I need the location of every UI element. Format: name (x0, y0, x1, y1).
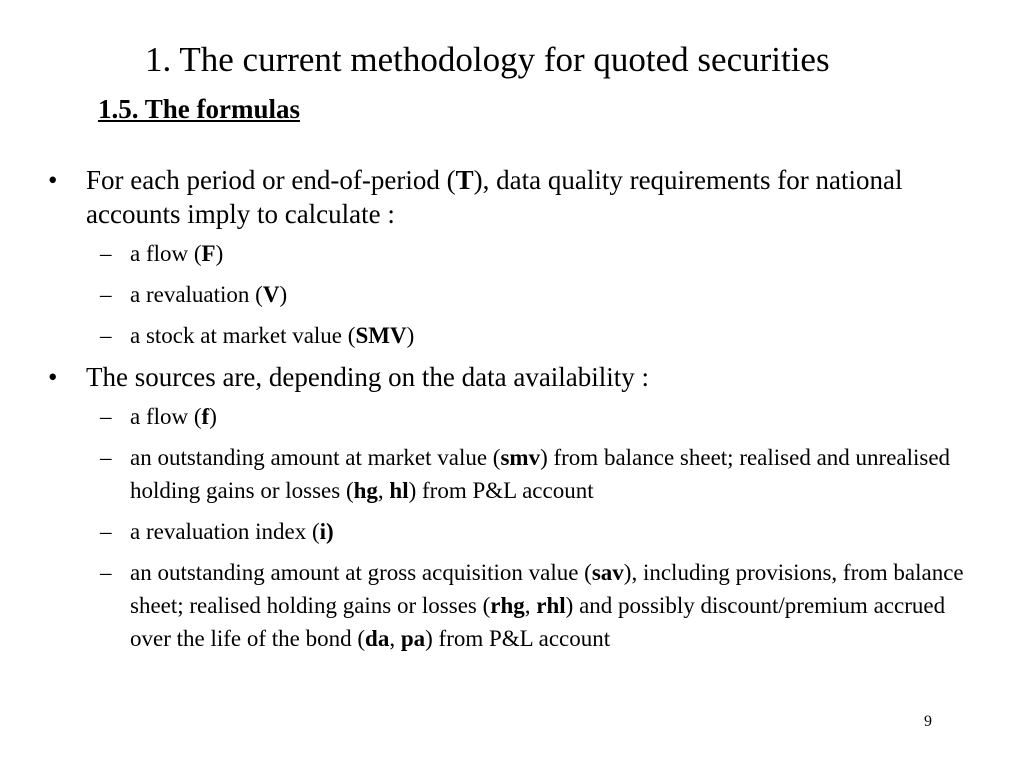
sub-bullet-text: a stock at market value ( (130, 323, 356, 348)
sub-bullet-bold-term: i) (319, 519, 334, 544)
sub-bullet-text: , (389, 626, 401, 651)
bullet-marker: • (48, 362, 58, 392)
sub-bullet-source-flow (48, 400, 978, 433)
sub-bullet-marker: – (100, 323, 112, 348)
sub-bullet-bold-term: rhg (490, 593, 525, 618)
sub-bullet-bold-term: sav (591, 560, 624, 585)
sub-bullet-source-outstanding-market (48, 441, 978, 507)
sub-bullet-marker: – (100, 519, 112, 544)
sub-bullet-text: ) from P&L account (425, 626, 611, 651)
sub-bullet-text: an outstanding amount at gross acquisition value ( (130, 560, 592, 585)
sub-bullet-text: ), including provisions, from balance sheet; realised holding gains or losses ( (130, 560, 964, 618)
sub-bullet-text: a revaluation index ( (130, 519, 320, 544)
bullet-text: For each period or end-of-period ( (86, 165, 456, 195)
page-number: 9 (924, 713, 932, 730)
sub-bullet-text: , (377, 478, 390, 503)
slide-title: 1. The current methodology for quoted securities (145, 40, 830, 79)
sub-bullet-revaluation (48, 278, 978, 311)
sub-bullet-text: a revaluation ( (130, 282, 263, 307)
bullet-bold-term: T (455, 165, 474, 195)
sub-bullet-bold-term: pa (400, 626, 426, 651)
sub-bullet-text: ) (215, 241, 224, 266)
sub-bullet-source-revaluation-index (48, 515, 978, 548)
sub-bullet-bold-term: V (262, 282, 280, 307)
sub-bullet-bold-term: rhl (536, 593, 566, 618)
sub-bullet-text: ) from balance sheet; realised and unrealised holding gains or losses ( (130, 445, 951, 503)
sub-bullet-source-outstanding-gross (48, 556, 978, 655)
sub-bullet-text: an outstanding amount at market value ( (130, 445, 501, 470)
sub-bullet-bold-term: smv (500, 445, 541, 470)
sub-bullet-bold-term: da (365, 626, 390, 651)
bullet-marker: • (48, 165, 58, 195)
sub-bullet-text: a flow ( (130, 241, 202, 266)
sub-bullet-flow (48, 237, 978, 270)
bullet-sources (48, 360, 978, 394)
sub-bullet-text: ) (406, 323, 415, 348)
sub-bullet-text: ) and possibly discount/premium accrued over the life of the bond ( (130, 593, 946, 651)
sub-bullet-text: a flow ( (130, 404, 202, 429)
bullet-period-requirements (48, 163, 978, 231)
sub-bullet-bold-term: hg (353, 478, 378, 503)
sub-bullet-bold-term: f (201, 404, 210, 429)
sub-bullet-text: , (524, 593, 537, 618)
bullet-text: The sources are, depending on the data availability : (86, 362, 650, 392)
sub-bullet-bold-term: hl (389, 478, 409, 503)
sub-bullet-text: ) from P&L account (408, 478, 594, 503)
bullet-text: ), data quality requirements for national accounts imply to calculate : (86, 165, 903, 229)
sub-bullet-marker: – (100, 282, 112, 307)
sub-bullet-marker: – (100, 241, 112, 266)
sub-bullet-stock-market-value (48, 319, 978, 352)
sub-bullet-bold-term: SMV (355, 323, 407, 348)
sub-bullet-bold-term: F (201, 241, 216, 266)
sub-bullet-marker: – (100, 445, 112, 470)
sub-bullet-text: ) (209, 404, 217, 429)
sub-bullet-text: ) (279, 282, 288, 307)
bullet-list (48, 163, 978, 663)
slide-subtitle: 1.5. The formulas (98, 94, 301, 124)
sub-bullet-marker: – (100, 404, 112, 429)
sub-bullet-marker: – (100, 560, 112, 585)
